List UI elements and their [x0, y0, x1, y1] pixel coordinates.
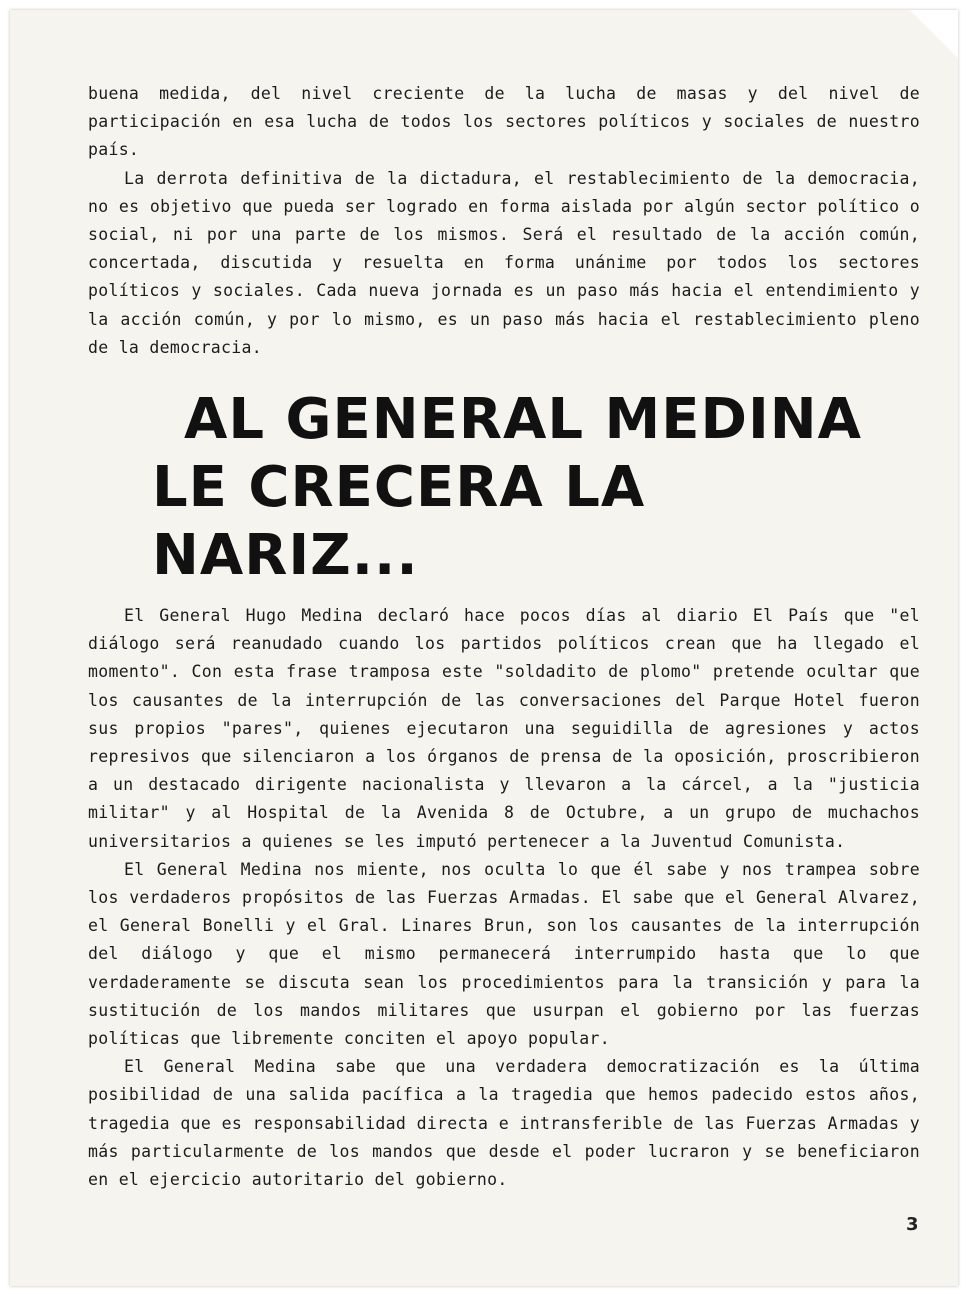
article-paragraph-2: El General Medina nos miente, nos oculta lo que él sabe y nos trampea sobre los verdaderos propósitos de las Fuerzas Armadas. El sabe que el General Alvarez, el General Bonelli y el Gral. Linares Brun, son los causantes de la interrupción del diálogo y que el mismo permanecerá interrumpido hasta que lo que verdaderamente se discuta sean los procedimientos para la transición y para la sustitución de los mandos militares que usurpan el gobierno por las fuerzas políticas que libremente conciten el apoyo popular. — [88, 859, 920, 1049]
paragraph-democracy: La derrota definitiva de la dictadura, el restablecimiento de la democracia, no es objetivo que pueda ser logrado en forma aislada por algún sector político o social, ni por una parte de los mismos. Será el resultado de la acción común, concertada, discutida y resuelta en forma unánime por todos los sectores políticos y sociales. Cada nueva jornada es un paso más hacia el entendimiento y la acción común, y por lo mismo, es un paso más hacia el restablecimiento pleno de la democracia. — [88, 168, 920, 357]
article-headline — [88, 386, 920, 590]
headline-line-2: LE CRECERA LA NARIZ... — [152, 455, 646, 589]
page-number: 3 — [906, 1214, 919, 1235]
paragraph-continuation: buena medida, del nivel creciente de la lucha de masas y del nivel de participación en esa lucha de todos los sectores políticos y sociales de nuestro país. — [88, 84, 920, 160]
headline-line-1: AL GENERAL MEDINA — [184, 387, 863, 453]
article-paragraph-1: El General Hugo Medina declaró hace pocos días al diario El País que "el diálogo será reanudado cuando los partidos políticos crean que ha llegado el momento". Con esta frase tramposa este "soldadito de plomo" pretende ocultar que los causantes de la interrupción de las conversaciones del Parque Hotel fueron sus propios "pares", quienes ejecutaron una seguidilla de agresiones y actos represivos que silenciaron a los órganos de prensa de la oposición, proscribieron a un destacado dirigente nacionalista y llevaron a la cárcel, a la "justicia militar" y al Hospital de la Avenida 8 de Octubre, a un grupo de muchachos universitarios a quienes se les imputó pertenecer a la Juventud Comunista. — [88, 606, 920, 851]
article-paragraph-3: El General Medina sabe que una verdadera democratización es la última posibilidad de una salida pacífica a la tragedia que hemos padecido estos años, tragedia que es responsabilidad directa e intransferible de las Fuerzas Armadas y más particularmente de los mandos que desde el poder lucraron y se beneficiaron en el ejercicio autoritario del gobierno. — [88, 1057, 920, 1190]
folded-corner — [910, 10, 958, 58]
document-page — [10, 10, 958, 1286]
document-body — [88, 80, 920, 1194]
